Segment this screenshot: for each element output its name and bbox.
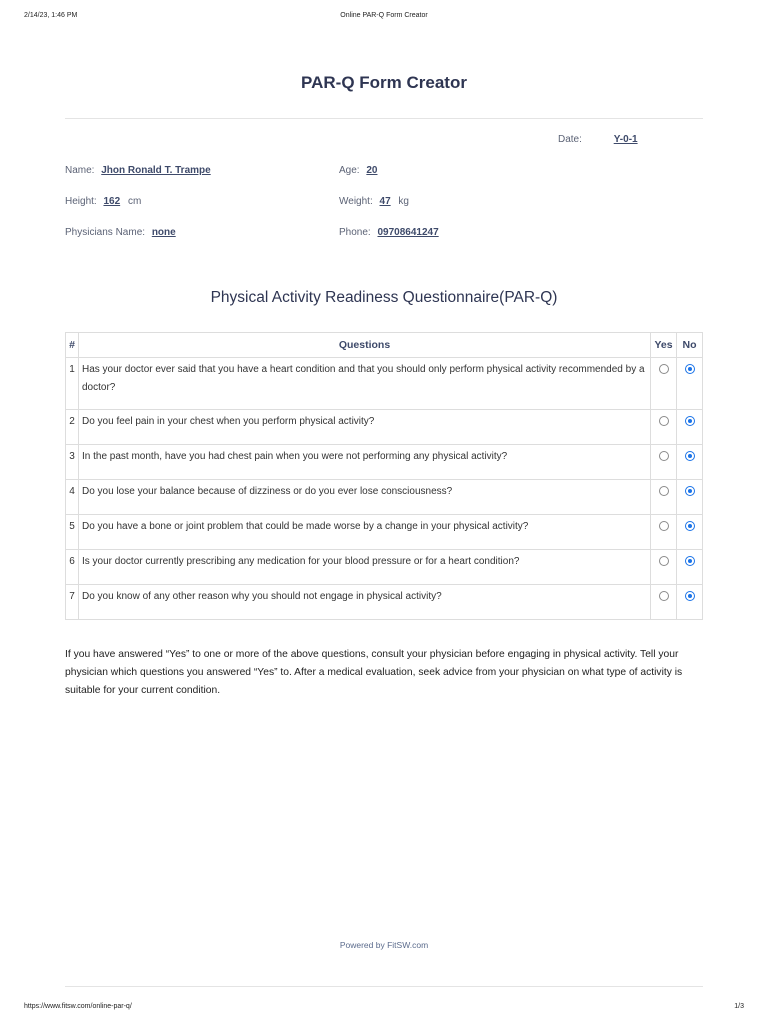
- question-number: 5: [66, 515, 79, 550]
- question-text: Do you know of any other reason why you should not engage in physical activity?: [79, 585, 651, 620]
- yes-radio[interactable]: [659, 416, 669, 426]
- yes-radio[interactable]: [659, 521, 669, 531]
- name-label: Name:: [65, 165, 95, 176]
- no-radio[interactable]: [685, 364, 695, 374]
- table-row: [66, 358, 703, 410]
- no-radio[interactable]: [685, 591, 695, 601]
- question-number: 3: [66, 445, 79, 480]
- question-number: 4: [66, 480, 79, 515]
- age-field: [339, 165, 377, 176]
- no-radio[interactable]: [685, 556, 695, 566]
- question-text: Do you lose your balance because of dizziness or do you ever lose consciousness?: [79, 480, 651, 515]
- weight-unit: kg: [398, 196, 409, 207]
- question-text: Do you have a bone or joint problem that could be made worse by a change in your physical activity?: [79, 515, 651, 550]
- question-text: In the past month, have you had chest pain when you were not performing any physical activity?: [79, 445, 651, 480]
- weight-field: [339, 196, 409, 207]
- height-field: [65, 196, 141, 207]
- consult-physician-note: If you have answered “Yes” to one or more of the above questions, consult your physician before engaging in physical activity. Tell your physician which questions you answered “Yes” to. After a medical evaluation, seek advice from your physician on what type of activity is suitable for your current condition.: [65, 649, 683, 696]
- table-row: [66, 515, 703, 550]
- header-yes: Yes: [651, 333, 677, 358]
- yes-radio[interactable]: [659, 451, 669, 461]
- phone-label: Phone:: [339, 227, 371, 238]
- questionnaire-title: Physical Activity Readiness Questionnaire(PAR-Q): [210, 289, 558, 306]
- yes-radio[interactable]: [659, 364, 669, 374]
- powered-by-link[interactable]: Powered by FitSW.com: [339, 940, 429, 950]
- header-no: No: [677, 333, 703, 358]
- name-field: [65, 165, 211, 176]
- age-label: Age:: [339, 165, 360, 176]
- no-radio[interactable]: [685, 486, 695, 496]
- question-number: 1: [66, 358, 79, 410]
- yes-radio[interactable]: [659, 556, 669, 566]
- question-text: Is your doctor currently prescribing any medication for your blood pressure or for a heart condition?: [79, 550, 651, 585]
- table-row: [66, 410, 703, 445]
- physician-label: Physicians Name:: [65, 227, 146, 238]
- question-number: 7: [66, 585, 79, 620]
- table-header-row: [66, 333, 703, 358]
- print-tab-title: Online PAR-Q Form Creator: [340, 12, 428, 19]
- date-field: [558, 134, 638, 145]
- question-text: Do you feel pain in your chest when you perform physical activity?: [79, 410, 651, 445]
- question-text: Has your doctor ever said that you have a heart condition and that you should only perform physical activity recommended by a doctor?: [79, 358, 651, 410]
- parq-table: [65, 332, 703, 620]
- phone-value: 09708641247: [377, 227, 439, 238]
- name-value: Jhon Ronald T. Trampe: [101, 165, 211, 176]
- print-page-number: 1/3: [734, 1003, 744, 1010]
- question-number: 2: [66, 410, 79, 445]
- date-value: Y-0-1: [613, 134, 638, 145]
- header-num: #: [66, 333, 79, 358]
- footer-divider: [65, 986, 703, 987]
- date-label: Date:: [558, 134, 582, 145]
- table-row: [66, 585, 703, 620]
- age-value: 20: [366, 165, 378, 176]
- height-unit: cm: [127, 196, 142, 207]
- no-radio[interactable]: [685, 416, 695, 426]
- question-number: 6: [66, 550, 79, 585]
- print-url: https://www.fitsw.com/online-par-q/: [24, 1003, 132, 1010]
- no-radio[interactable]: [685, 451, 695, 461]
- table-row: [66, 550, 703, 585]
- print-datetime: 2/14/23, 1:46 PM: [24, 12, 78, 19]
- height-label: Height:: [65, 196, 97, 207]
- title-divider: [65, 118, 703, 119]
- table-row: [66, 445, 703, 480]
- height-value: 162: [103, 196, 121, 207]
- header-question: Questions: [79, 333, 651, 358]
- phone-field: [339, 227, 439, 238]
- page-title: PAR-Q Form Creator: [301, 73, 467, 92]
- physician-field: [65, 227, 176, 238]
- physician-value: none: [151, 227, 176, 238]
- yes-radio[interactable]: [659, 486, 669, 496]
- weight-value: 47: [379, 196, 391, 207]
- no-radio[interactable]: [685, 521, 695, 531]
- yes-radio[interactable]: [659, 591, 669, 601]
- weight-label: Weight:: [339, 196, 373, 207]
- table-row: [66, 480, 703, 515]
